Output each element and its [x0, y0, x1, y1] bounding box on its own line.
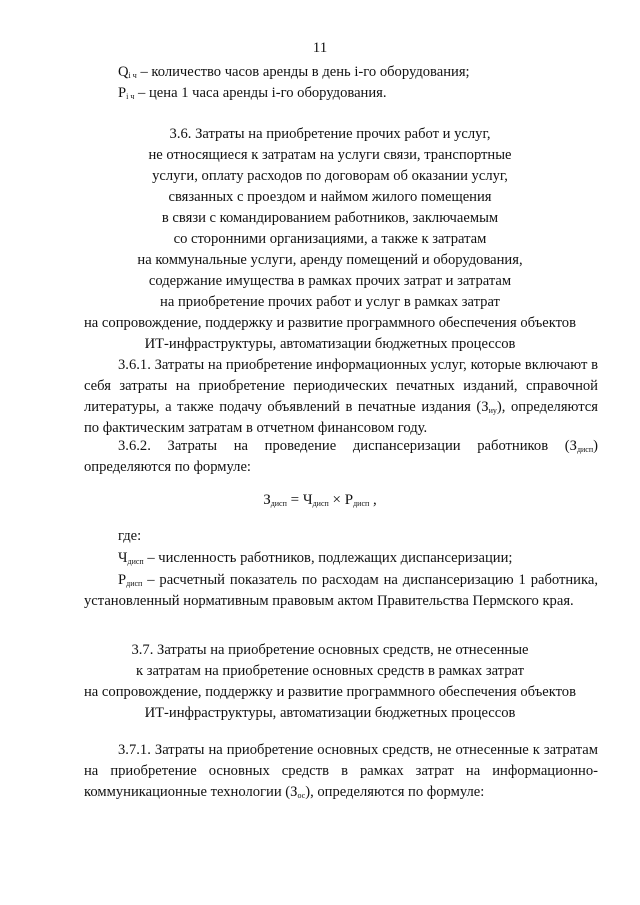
formula-dispanserization: $З_{дисп} = Ч_{дисп} \times Р_{дисп}$ , [263, 492, 377, 508]
definition-ch-disp: $Ч_{дисп}$ – численность работников, подлежащих диспансеризации; [118, 550, 513, 566]
symbol: $P_{i ч}$ [118, 85, 135, 101]
definitions-list [118, 62, 598, 104]
section-heading-3-6: 3.6. Затраты на приобретение прочих работ и услуг, не относящиеся к затратам на услуги связи, транспортные услуги, оплату расходов по договорам об оказании услуг, связанных с проездом и наймом жилого помещения в связи с командированием работников, заключаемым со сторонними организациями, а также к затратам на коммунальные услуги, аренду помещений и оборудования, содержание имущества в рамках прочих затрат и затратам на приобретение прочих работ и услуг в рамках затрат на сопровождение, поддержку и развитие программного обеспечения объектов ИТ-инфраструктуры, автоматизации бюджетных процессов [84, 126, 576, 352]
definition-q: $Q_{i ч}$ – количество часов аренды в день i-го оборудования; [118, 64, 470, 80]
paragraph-3-7-1: 3.7.1. Затраты на приобретение основных средств, не отнесенные к затратам на приобретение основных средств в рамках затрат на информационно-коммуникационные технологии $(З_{ос})$, определяются по формуле: [84, 742, 598, 800]
where-label: где: [118, 528, 142, 544]
definition-r-disp: $Р_{дисп}$ – расчетный показатель по расходам на диспансеризацию 1 работника, установленный нормативным правовым актом Правительства Пермского края. [84, 572, 598, 609]
definition-p: $P_{i ч}$ – цена 1 часа аренды i-го оборудования. [118, 85, 387, 101]
paragraph-3-6-2: 3.6.2. Затраты на проведение диспансеризации работников $(З_{дисп})$ определяются по формуле: [84, 438, 598, 475]
page-number: 11 [312, 40, 328, 56]
section-heading-3-7: 3.7. Затраты на приобретение основных средств, не отнесенные к затратам на приобретение основных средств в рамках затрат на сопровождение, поддержку и развитие программного обеспечения объектов ИТ-инфраструктуры, автоматизации бюджетных процессов [84, 642, 576, 721]
symbol: $Q_{i ч}$ [118, 64, 137, 80]
paragraph-3-6-1: 3.6.1. Затраты на приобретение информационных услуг, которые включают в себя затраты на приобретение периодических печатных изданий, справочной литературы, а также подачу объявлений в печатные издания $(З_{иу})$, определяются по фактическим затратам в отчетном финансовом году. [84, 357, 598, 436]
